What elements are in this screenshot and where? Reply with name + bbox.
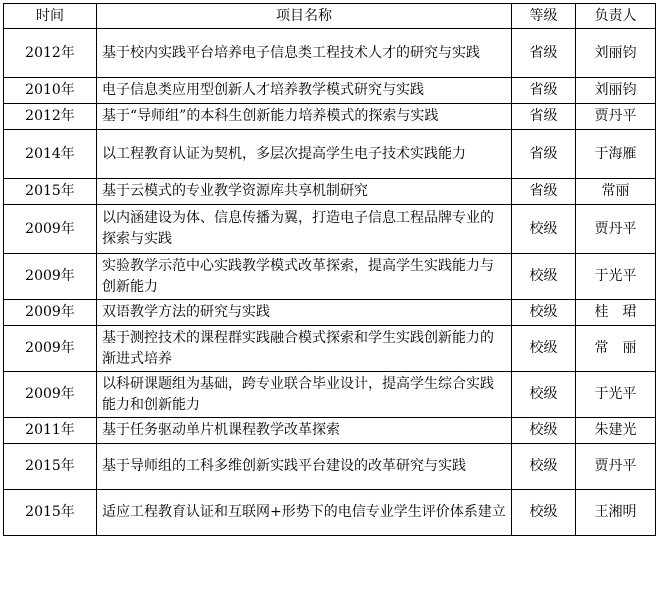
cell-year: 2009年 (4, 326, 97, 372)
cell-project-name: 基于云模式的专业教学资源库共享机制研究 (97, 179, 512, 205)
table-row (4, 300, 656, 326)
cell-level: 校级 (512, 418, 576, 444)
header-level: 等级 (512, 4, 576, 29)
cell-person: 贾丹平 (576, 205, 656, 254)
cell-year: 2012年 (4, 104, 97, 130)
cell-project-name: 电子信息类应用型创新人才培养教学模式研究与实践 (97, 78, 512, 104)
cell-level: 省级 (512, 29, 576, 78)
cell-year: 2011年 (4, 418, 97, 444)
cell-level: 省级 (512, 78, 576, 104)
cell-project-name: 基于校内实践平台培养电子信息类工程技术人才的研究与实践 (97, 29, 512, 78)
cell-person: 桂 珺 (576, 300, 656, 326)
projects-table-wrapper (3, 3, 656, 536)
cell-year: 2012年 (4, 29, 97, 78)
header-project-name: 项目名称 (97, 4, 512, 29)
cell-level: 校级 (512, 372, 576, 418)
table-row (4, 326, 656, 372)
cell-project-name: 双语教学方法的研究与实践 (97, 300, 512, 326)
cell-year: 2015年 (4, 179, 97, 205)
table-row (4, 205, 656, 254)
table-row (4, 104, 656, 130)
cell-person: 王湘明 (576, 490, 656, 536)
table-row (4, 78, 656, 104)
cell-level: 省级 (512, 179, 576, 205)
cell-year: 2015年 (4, 444, 97, 490)
cell-project-name: 基于测控技术的课程群实践融合模式探索和学生实践创新能力的渐进式培养 (97, 326, 512, 372)
cell-person: 刘丽钧 (576, 78, 656, 104)
cell-level: 校级 (512, 490, 576, 536)
cell-year: 2009年 (4, 254, 97, 300)
cell-year: 2009年 (4, 205, 97, 254)
cell-level: 校级 (512, 300, 576, 326)
cell-level: 省级 (512, 104, 576, 130)
table-row (4, 372, 656, 418)
cell-project-name: 适应工程教育认证和互联网+形势下的电信专业学生评价体系建立 (97, 490, 512, 536)
cell-level: 校级 (512, 444, 576, 490)
cell-project-name: 以科研课题组为基础，跨专业联合毕业设计，提高学生综合实践能力和创新能力 (97, 372, 512, 418)
table-row (4, 490, 656, 536)
cell-level: 校级 (512, 254, 576, 300)
cell-level: 校级 (512, 326, 576, 372)
cell-person: 刘丽钧 (576, 29, 656, 78)
cell-year: 2009年 (4, 300, 97, 326)
table-row (4, 130, 656, 179)
cell-level: 校级 (512, 205, 576, 254)
table-row (4, 179, 656, 205)
cell-person: 常 丽 (576, 326, 656, 372)
table-row (4, 418, 656, 444)
cell-year: 2015年 (4, 490, 97, 536)
header-person: 负责人 (576, 4, 656, 29)
cell-project-name: 以内涵建设为体、信息传播为翼，打造电子信息工程品牌专业的探索与实践 (97, 205, 512, 254)
cell-year: 2014年 (4, 130, 97, 179)
header-row (4, 4, 656, 29)
header-year: 时间 (4, 4, 97, 29)
table-row (4, 29, 656, 78)
cell-year: 2009年 (4, 372, 97, 418)
projects-table (3, 3, 656, 536)
cell-person: 于光平 (576, 254, 656, 300)
cell-project-name: 以工程教育认证为契机，多层次提高学生电子技术实践能力 (97, 130, 512, 179)
cell-project-name: 基于导师组的工科多维创新实践平台建设的改革研究与实践 (97, 444, 512, 490)
cell-project-name: 基于任务驱动单片机课程教学改革探索 (97, 418, 512, 444)
table-row (4, 444, 656, 490)
cell-project-name: 基于“导师组”的本科生创新能力培养模式的探索与实践 (97, 104, 512, 130)
cell-person: 朱建光 (576, 418, 656, 444)
cell-person: 于光平 (576, 372, 656, 418)
cell-person: 常丽 (576, 179, 656, 205)
cell-project-name: 实验教学示范中心实践教学模式改革探索，提高学生实践能力与创新能力 (97, 254, 512, 300)
cell-person: 贾丹平 (576, 104, 656, 130)
cell-year: 2010年 (4, 78, 97, 104)
cell-level: 省级 (512, 130, 576, 179)
cell-person: 贾丹平 (576, 444, 656, 490)
cell-person: 于海雁 (576, 130, 656, 179)
table-row (4, 254, 656, 300)
